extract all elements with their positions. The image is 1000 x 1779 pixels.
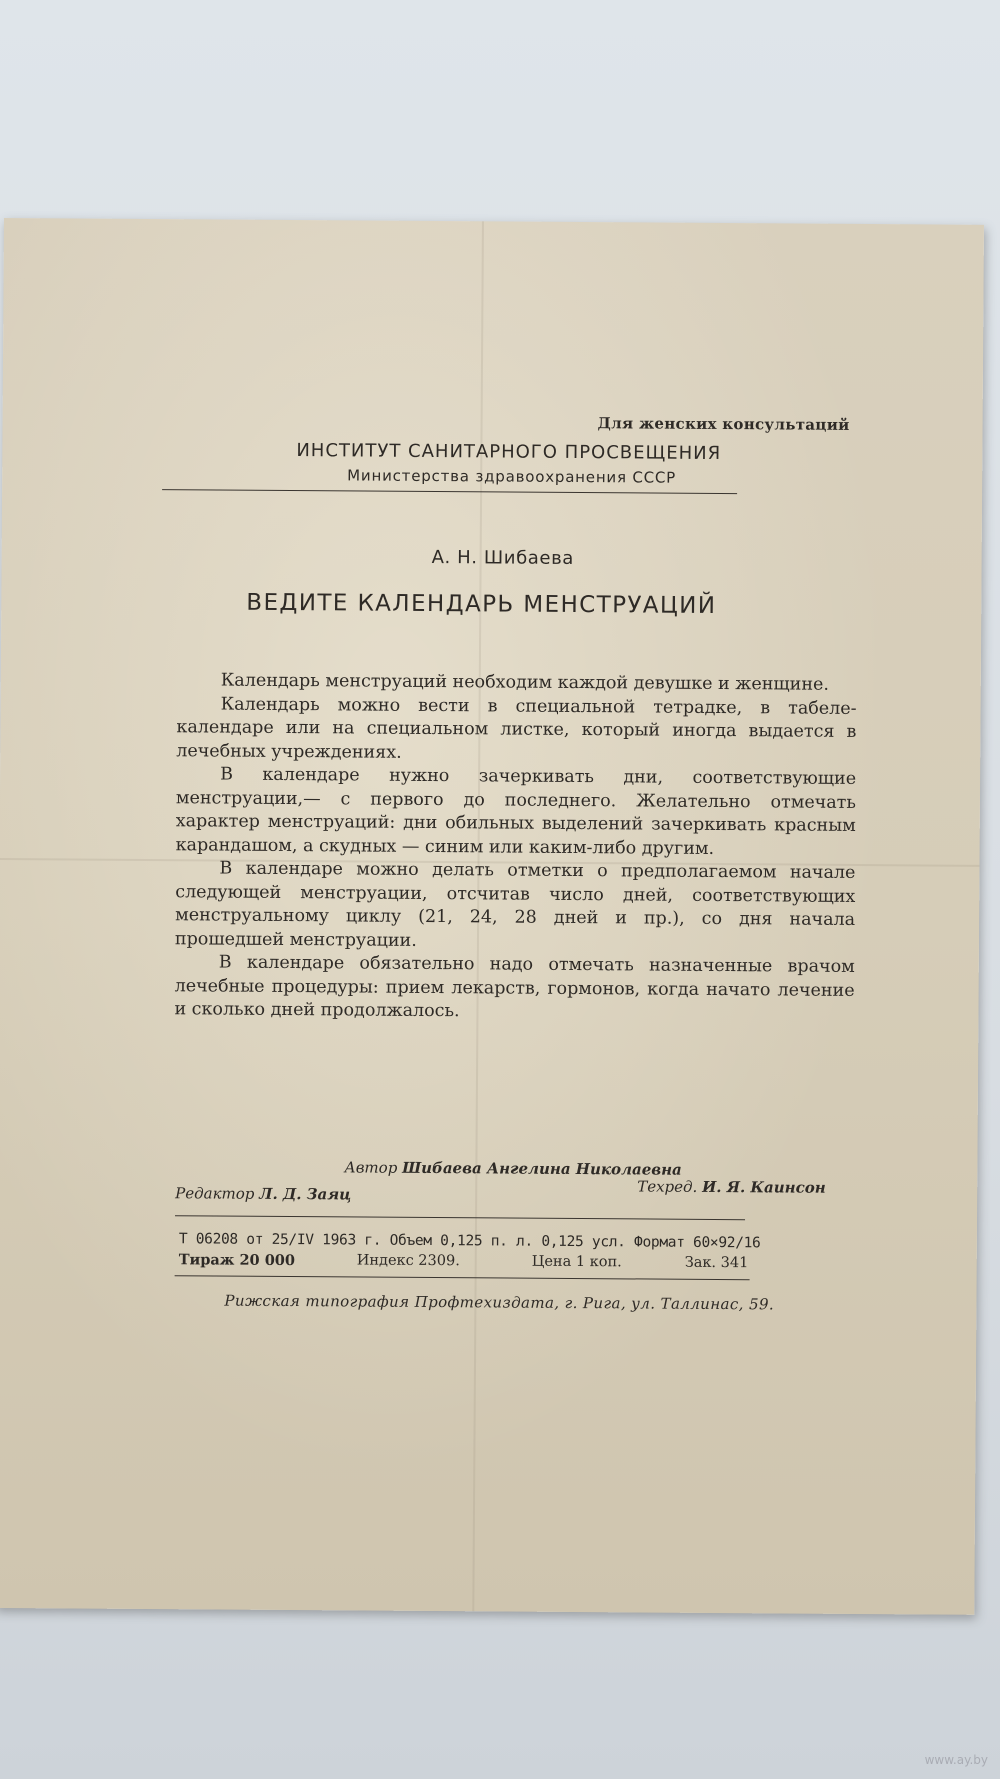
credit-editor-name: Л. Д. Заяц xyxy=(259,1184,352,1204)
site-watermark: www.ay.by xyxy=(924,1753,988,1767)
imprint-tirazh: Тираж 20 000 xyxy=(178,1251,296,1270)
audience-note: Для женских консультаций xyxy=(597,414,850,434)
paragraph: В календаре нужно зачеркивать дни, соответствующие менструации,— с первого до последнего. Желательно отмечать характер менструаций: дни обильных выделений зачеркивать красным карандашом, а скудных — синим или каким-либо другим. xyxy=(175,764,857,859)
imprint-rule-bottom xyxy=(175,1275,750,1280)
paragraph: Календарь менструаций необходим каждой девушке и женщине. xyxy=(220,670,830,695)
author-name: А. Н. Шибаева xyxy=(431,546,575,569)
paragraph: В календаре обязательно надо отмечать назначенные врачом лечебные процедуры: прием лекарств, гормонов, когда начато лечение и сколько дней продолжалось. xyxy=(174,952,855,1022)
header-rule xyxy=(162,489,737,494)
imprint-rule-top xyxy=(175,1215,745,1220)
credit-author-name: Шибаева Ангелина Николаевна xyxy=(402,1158,682,1179)
credit-editor-label: Редактор xyxy=(175,1184,255,1203)
credit-author xyxy=(344,1158,682,1178)
imprint-price: Цена 1 коп. xyxy=(531,1253,622,1271)
ministry-name: Министерства здравоохранения СССР xyxy=(347,466,677,487)
body-text xyxy=(174,669,856,1026)
credit-editor xyxy=(175,1184,351,1203)
credit-techeditor xyxy=(637,1177,826,1196)
paragraph: В календаре можно делать отметки о предполагаемом начале следующей менструации, отсчитав число дней, соответствующих менструальному циклу (21, 24, 28 дней и пр.), со дня начала прошедшей менструации. xyxy=(174,858,856,951)
document-title: ВЕДИТЕ КАЛЕНДАРЬ МЕНСТРУАЦИЙ xyxy=(246,589,717,619)
imprint-line: Т 06208 от 25/IV 1963 г. Объем 0,125 п. л. 0,125 усл. Формат 60×92/16 xyxy=(178,1231,761,1252)
credit-tech-label: Техред. xyxy=(637,1177,698,1196)
document-sheet xyxy=(0,218,984,1615)
credit-tech-name: И. Я. Каинсон xyxy=(702,1177,826,1197)
printer-info: Рижская типография Профтехиздата, г. Рига, ул. Таллинас, 59. xyxy=(224,1291,775,1314)
paragraph: Календарь можно вести в специальной тетрадке, в табеле-календаре или на специальном листке, который иногда выдается в лечебных учреждениях. xyxy=(176,694,857,763)
credit-author-label: Автор xyxy=(344,1158,398,1177)
imprint-index: Индекс 2309. xyxy=(356,1252,460,1270)
institute-name: ИНСТИТУТ САНИТАРНОГО ПРОСВЕЩЕНИЯ xyxy=(296,440,722,465)
imprint-order: Зак. 341 xyxy=(684,1254,749,1272)
